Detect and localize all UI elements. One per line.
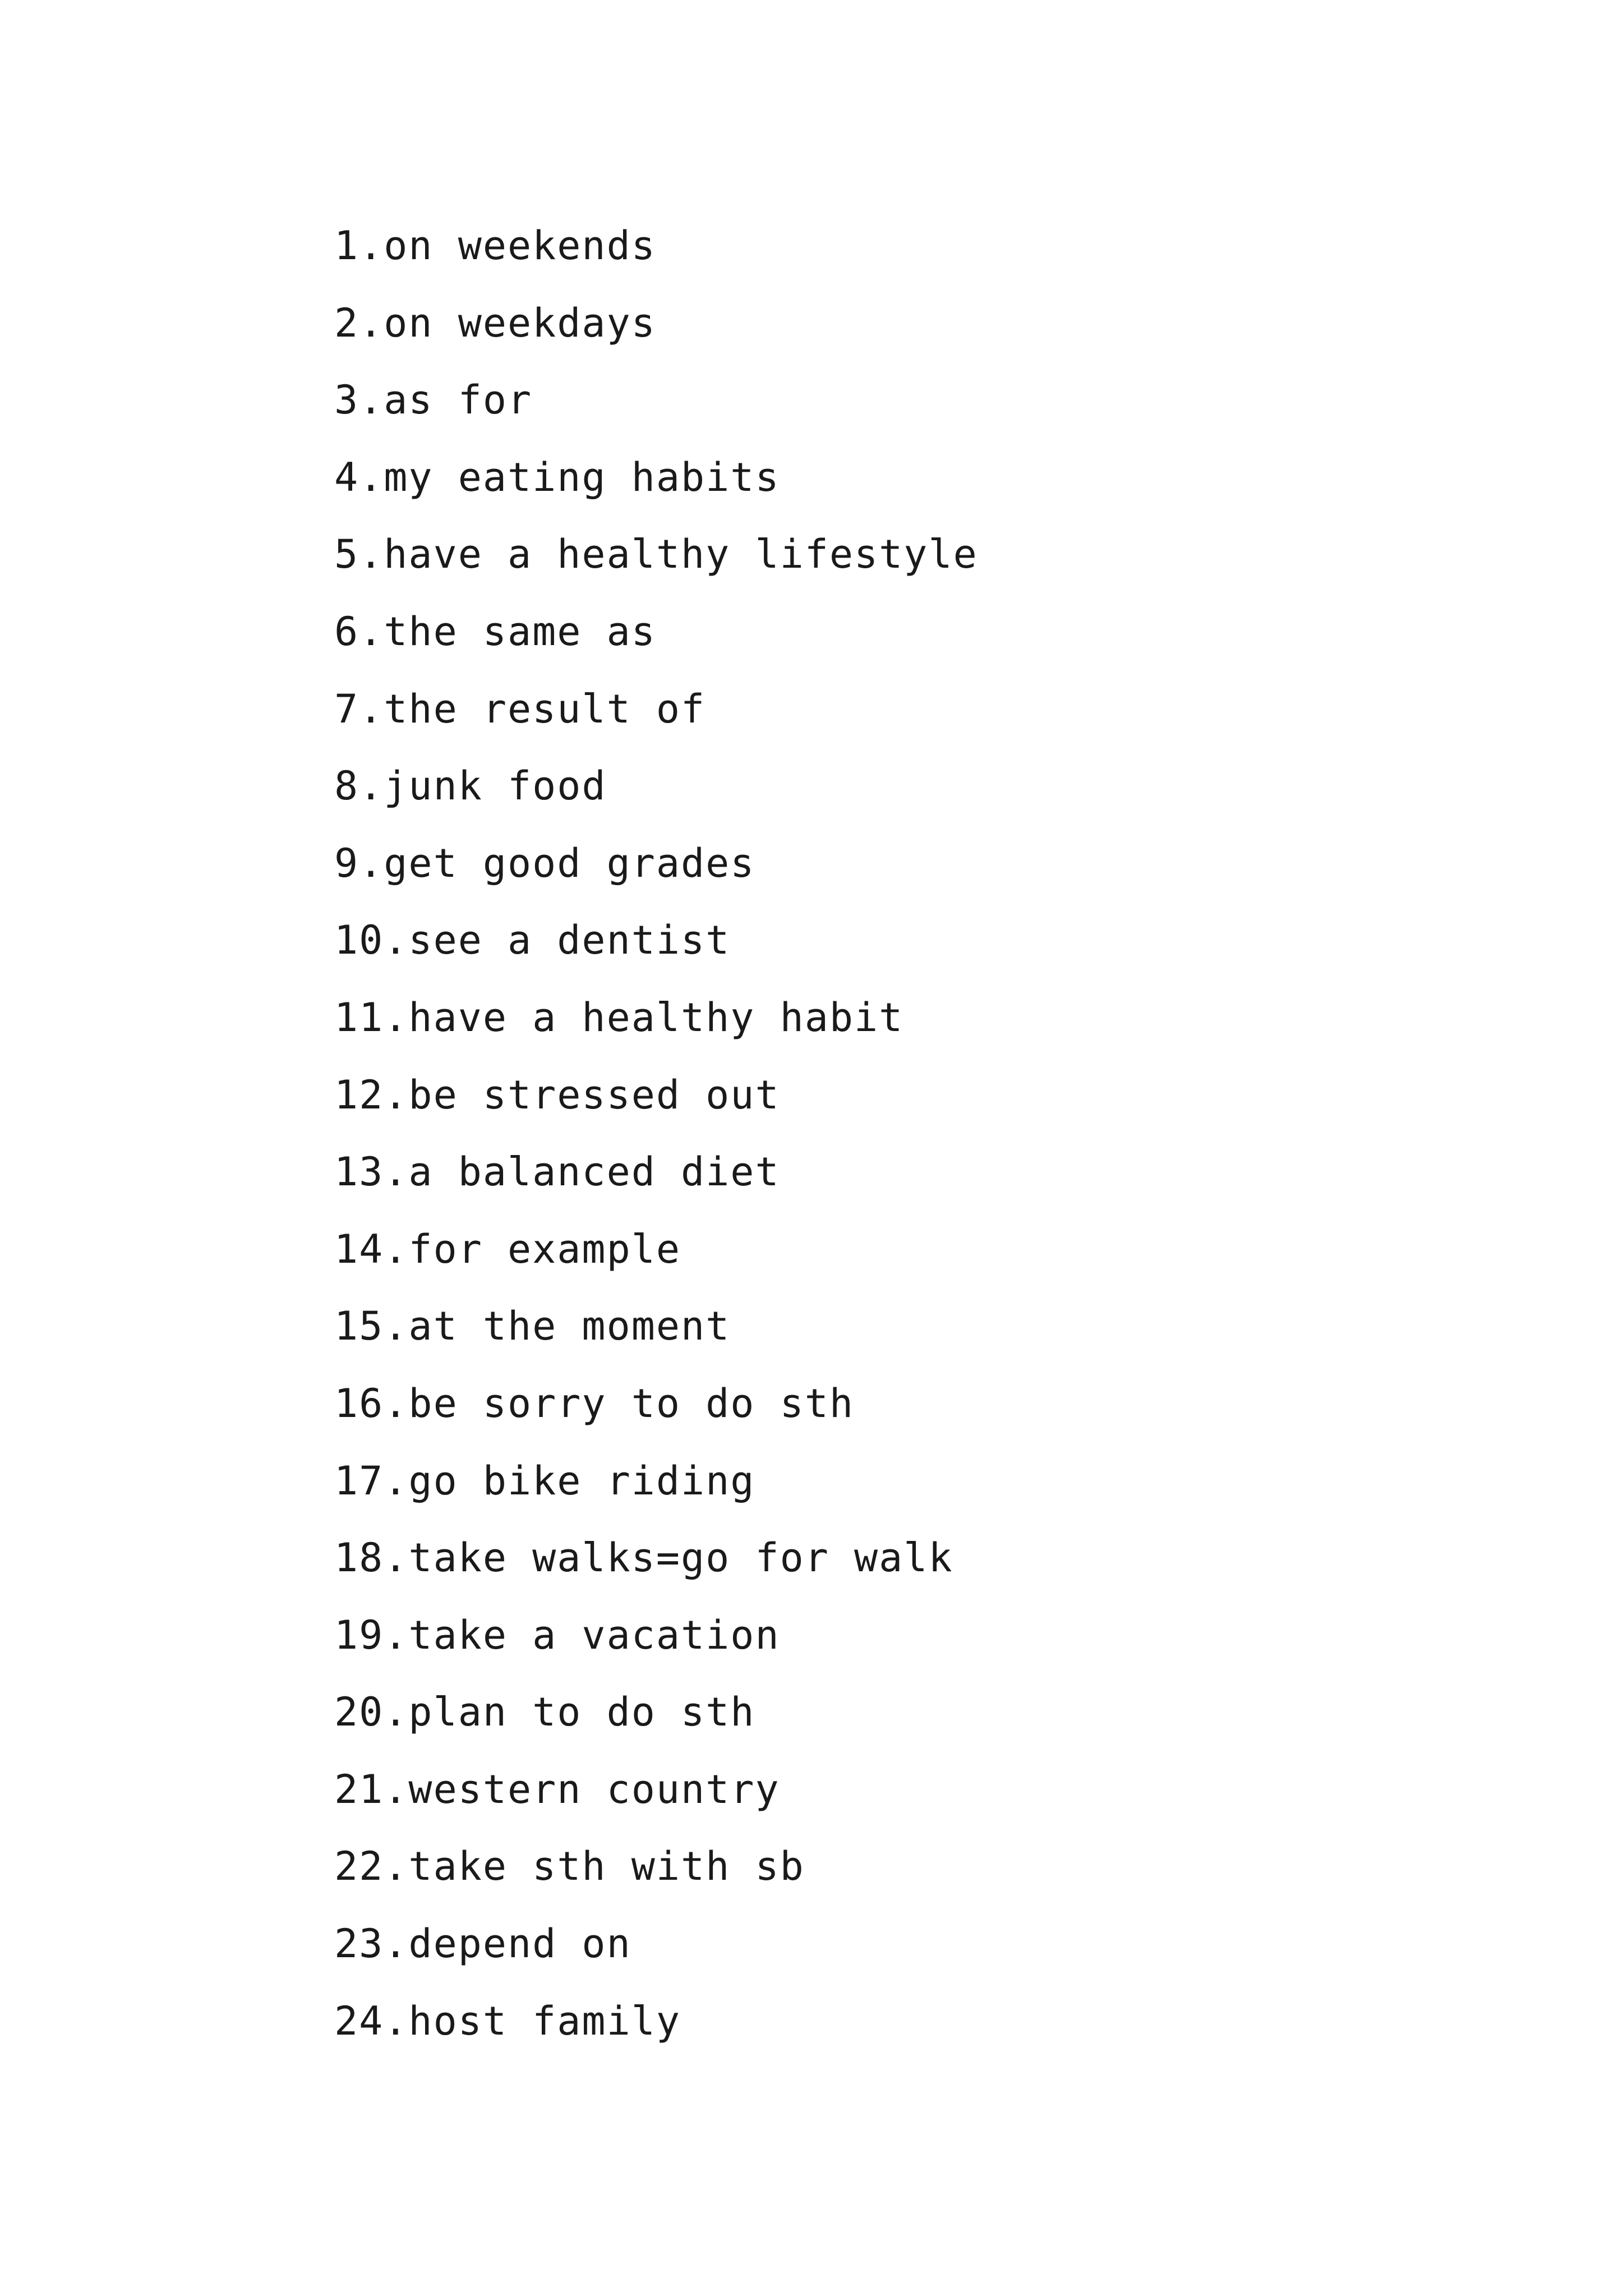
phrase-item: 8.junk food <box>334 763 607 809</box>
phrase-item: 12.be stressed out <box>334 1071 780 1118</box>
phrase-item: 19.take a vacation <box>334 1612 780 1658</box>
phrase-list <box>334 212 978 2064</box>
phrase-item: 22.take sth with sb <box>334 1843 805 1890</box>
phrase-item: 14.for example <box>334 1226 681 1272</box>
phrase-item: 2.on weekdays <box>334 300 656 346</box>
phrase-item: 16.be sorry to do sth <box>334 1380 855 1427</box>
phrase-item: 4.my eating habits <box>334 454 780 500</box>
phrase-item: 5.have a healthy lifestyle <box>334 531 978 578</box>
phrase-item: 18.take walks=go for walk <box>334 1535 953 1581</box>
phrase-item: 15.at the moment <box>334 1303 731 1350</box>
phrase-item: 20.plan to do sth <box>334 1689 755 1736</box>
phrase-item: 13.a balanced diet <box>334 1149 780 1195</box>
phrase-item: 11.have a healthy habit <box>334 994 904 1041</box>
phrase-item: 21.western country <box>334 1766 780 1812</box>
phrase-item: 23.depend on <box>334 1921 631 1967</box>
phrase-item: 1.on weekends <box>334 223 656 269</box>
phrase-item: 10.see a dentist <box>334 917 731 964</box>
phrase-item: 6.the same as <box>334 608 656 655</box>
phrase-item: 24.host family <box>334 1998 681 2044</box>
phrase-item: 7.the result of <box>334 685 706 732</box>
phrase-item: 17.go bike riding <box>334 1457 755 1504</box>
phrase-item: 3.as for <box>334 377 533 424</box>
phrase-item: 9.get good grades <box>334 840 755 886</box>
